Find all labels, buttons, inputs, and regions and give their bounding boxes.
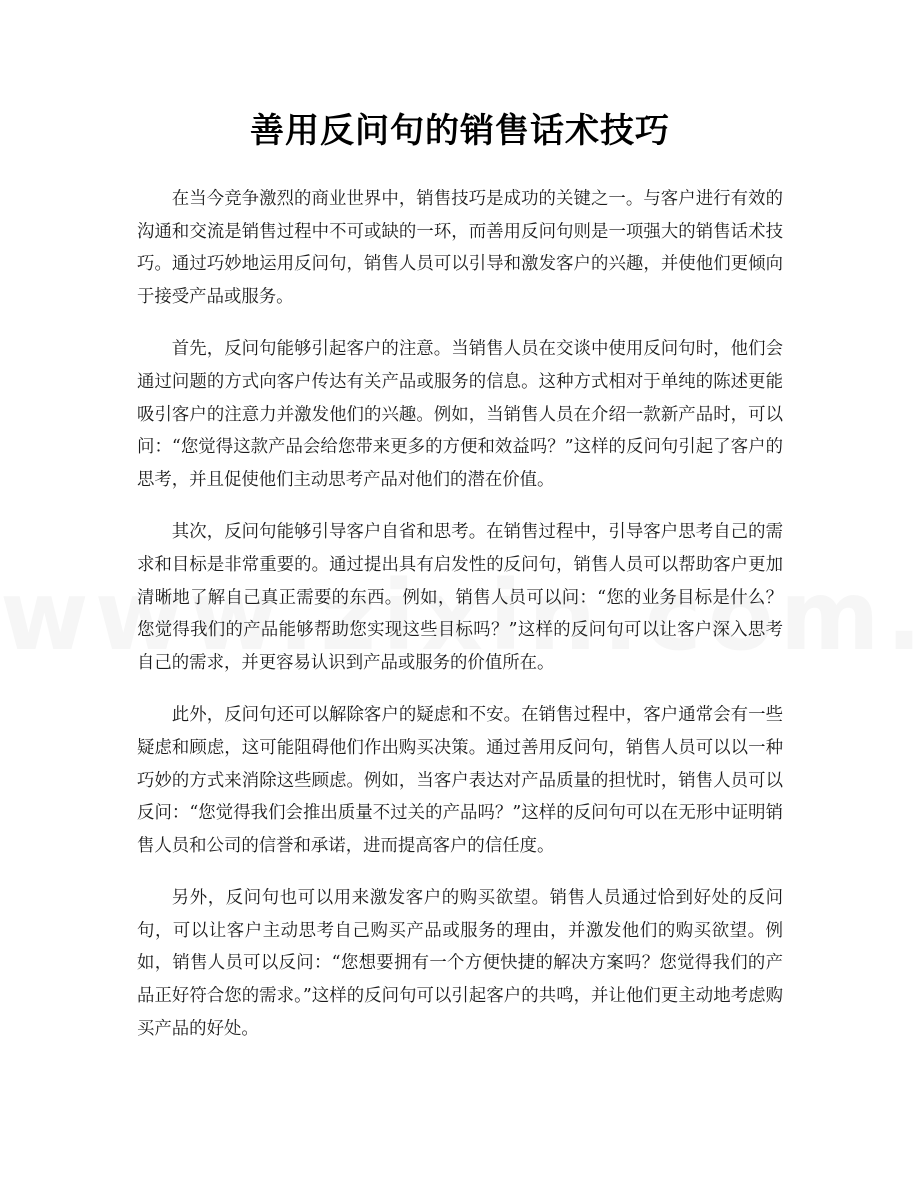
paragraph-third-point: 此外，反问句还可以解除客户的疑虑和不安。在销售过程中，客户通常会有一些疑虑和顾虑，这可能阻碍他们作出购买决策。通过善用反问句，销售人员可以以一种巧妙的方式来消除这些顾虑。例如，当客户表达对产品质量的担忧时，销售人员可以反问：“您觉得我们会推出质量不过关的产品吗？”这样的反问句可以在无形中证明销售人员和公司的信誉和承诺，进而提高客户的信任度。 [137, 705, 783, 856]
document-body [137, 183, 783, 1065]
paragraph-first-point: 首先，反问句能够引起客户的注意。当销售人员在交谈中使用反问句时，他们会通过问题的方式向客户传达有关产品或服务的信息。这种方式相对于单纯的陈述更能吸引客户的注意力并激发他们的兴趣。例如，当销售人员在介绍一款新产品时，可以问：“您觉得这款产品会给您带来更多的方便和效益吗？”这样的反问句引起了客户的思考，并且促使他们主动思考产品对他们的潜在价值。 [137, 339, 783, 490]
paragraph-fourth-point: 另外，反问句也可以用来激发客户的购买欲望。销售人员通过恰到好处的反问句，可以让客户主动思考自己购买产品或服务的理由，并激发他们的购买欲望。例如，销售人员可以反问：“您想要拥有一个方便快捷的解决方案吗？您觉得我们的产品正好符合您的需求。”这样的反问句可以引起客户的共鸣，并让他们更主动地考虑购买产品的好处。 [137, 888, 783, 1039]
paragraph-second-point: 其次，反问句能够引导客户自省和思考。在销售过程中，引导客户思考自己的需求和目标是非常重要的。通过提出具有启发性的反问句，销售人员可以帮助客户更加清晰地了解自己真正需要的东西。例如，销售人员可以问：“您的业务目标是什么？您觉得我们的产品能够帮助您实现这些目标吗？”这样的反问句可以让客户深入思考自己的需求，并更容易认识到产品或服务的价值所在。 [137, 522, 783, 673]
paragraph-intro: 在当今竞争激烈的商业世界中，销售技巧是成功的关键之一。与客户进行有效的沟通和交流是销售过程中不可或缺的一环，而善用反问句则是一项强大的销售话术技巧。通过巧妙地运用反问句，销售人员可以引导和激发客户的兴趣，并使他们更倾向于接受产品或服务。 [137, 189, 783, 307]
document-title: 善用反问句的销售话术技巧 [250, 111, 670, 151]
